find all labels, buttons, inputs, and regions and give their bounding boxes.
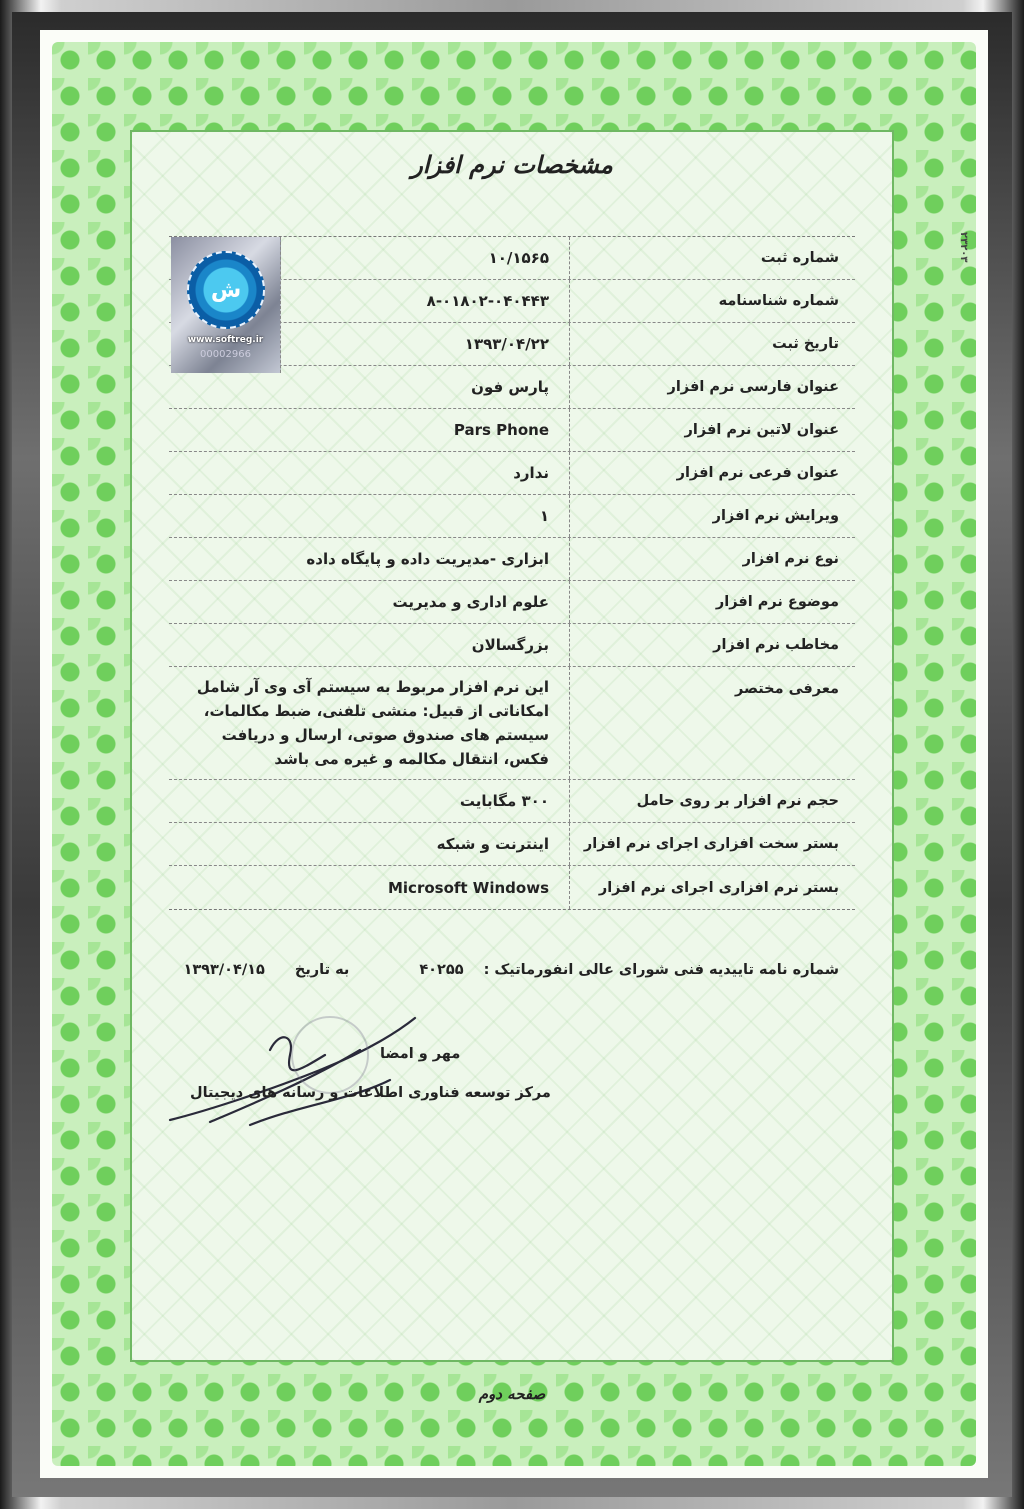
row-value: ۸-۰۱۸۰۲-۰۴۰۴۴۳ bbox=[426, 292, 549, 310]
row-label: عنوان فارسی نرم افزار bbox=[569, 366, 855, 408]
table-row bbox=[169, 581, 855, 624]
row-value: این نرم افزار مربوط به سیستم آی وی آر شامل امکاناتی از قبیل: منشی تلفنی، ضبط مکالمات، سیستم های صندوق صوتی، ارسال و دریافت فکس، انتقال مکالمه و غیره می باشد bbox=[196, 678, 549, 768]
row-value: ۱۰/۱۵۶۵ bbox=[488, 249, 549, 267]
table-row bbox=[169, 667, 855, 780]
table-row bbox=[169, 823, 855, 866]
page-footer: صفحه دوم bbox=[478, 1385, 546, 1403]
row-label: بستر نرم افزاری اجرای نرم افزار bbox=[569, 866, 855, 909]
row-label: شماره ثبت bbox=[569, 237, 855, 279]
row-label: تاریخ ثبت bbox=[569, 323, 855, 365]
row-label: عنوان فرعی نرم افزار bbox=[569, 452, 855, 494]
confirmation-label: شماره نامه تاییدیه فنی شورای عالی انفورماتیک : bbox=[483, 962, 839, 978]
confirmation-number: ۴۰۲۵۵ bbox=[419, 962, 464, 978]
row-value: ۱۳۹۳/۰۴/۲۲ bbox=[464, 335, 549, 353]
row-label: ویرایش نرم افزار bbox=[569, 495, 855, 537]
row-value: ابزاری -مدیریت داده و پایگاه داده bbox=[306, 550, 549, 568]
signature-label: مهر و امضا bbox=[380, 1046, 461, 1062]
row-label: نوع نرم افزار bbox=[569, 538, 855, 580]
row-value: علوم اداری و مدیریت bbox=[392, 593, 549, 611]
row-label: حجم نرم افزار بر روی حامل bbox=[569, 780, 855, 822]
side-number: ۲۳۲۰۳ bbox=[958, 232, 969, 263]
row-value: ۳۰۰ مگابایت bbox=[459, 792, 549, 810]
table-row bbox=[169, 495, 855, 538]
confirmation-line bbox=[169, 950, 855, 990]
table-row bbox=[169, 624, 855, 667]
row-label: بستر سخت افزاری اجرای نرم افزار bbox=[569, 823, 855, 865]
row-label: موضوع نرم افزار bbox=[569, 581, 855, 623]
table-row bbox=[169, 866, 855, 909]
row-value: ۱ bbox=[539, 507, 549, 525]
row-label: مخاطب نرم افزار bbox=[569, 624, 855, 666]
page-title: مشخصات نرم افزار bbox=[411, 150, 613, 179]
row-value: پارس فون bbox=[471, 378, 549, 396]
row-value: ندارد bbox=[513, 464, 549, 482]
row-label: شماره شناسنامه bbox=[569, 280, 855, 322]
table-row bbox=[169, 409, 855, 452]
row-label: معرفی مختصر bbox=[569, 667, 855, 779]
row-label: عنوان لاتین نرم افزار bbox=[569, 409, 855, 451]
table-row bbox=[169, 538, 855, 581]
table-row bbox=[169, 780, 855, 823]
seal-serial: 00002966 bbox=[200, 349, 251, 360]
row-value: اینترنت و شبکه bbox=[436, 835, 549, 853]
row-value: بزرگسالان bbox=[471, 636, 549, 654]
table-row bbox=[169, 452, 855, 495]
confirmation-date: ۱۳۹۳/۰۴/۱۵ bbox=[183, 962, 265, 978]
row-value: Pars Phone bbox=[453, 421, 549, 439]
confirmation-date-label: به تاریخ bbox=[294, 962, 350, 978]
hologram-seal bbox=[171, 237, 281, 373]
seal-emblem-icon: ش bbox=[187, 251, 265, 329]
seal-url: www.softreg.ir bbox=[187, 335, 264, 345]
signature-icon bbox=[150, 1010, 430, 1140]
row-value: Microsoft Windows bbox=[387, 878, 549, 897]
organization-name: مرکز توسعه فناوری اطلاعات و رسانه های دیجیتال bbox=[190, 1085, 551, 1101]
